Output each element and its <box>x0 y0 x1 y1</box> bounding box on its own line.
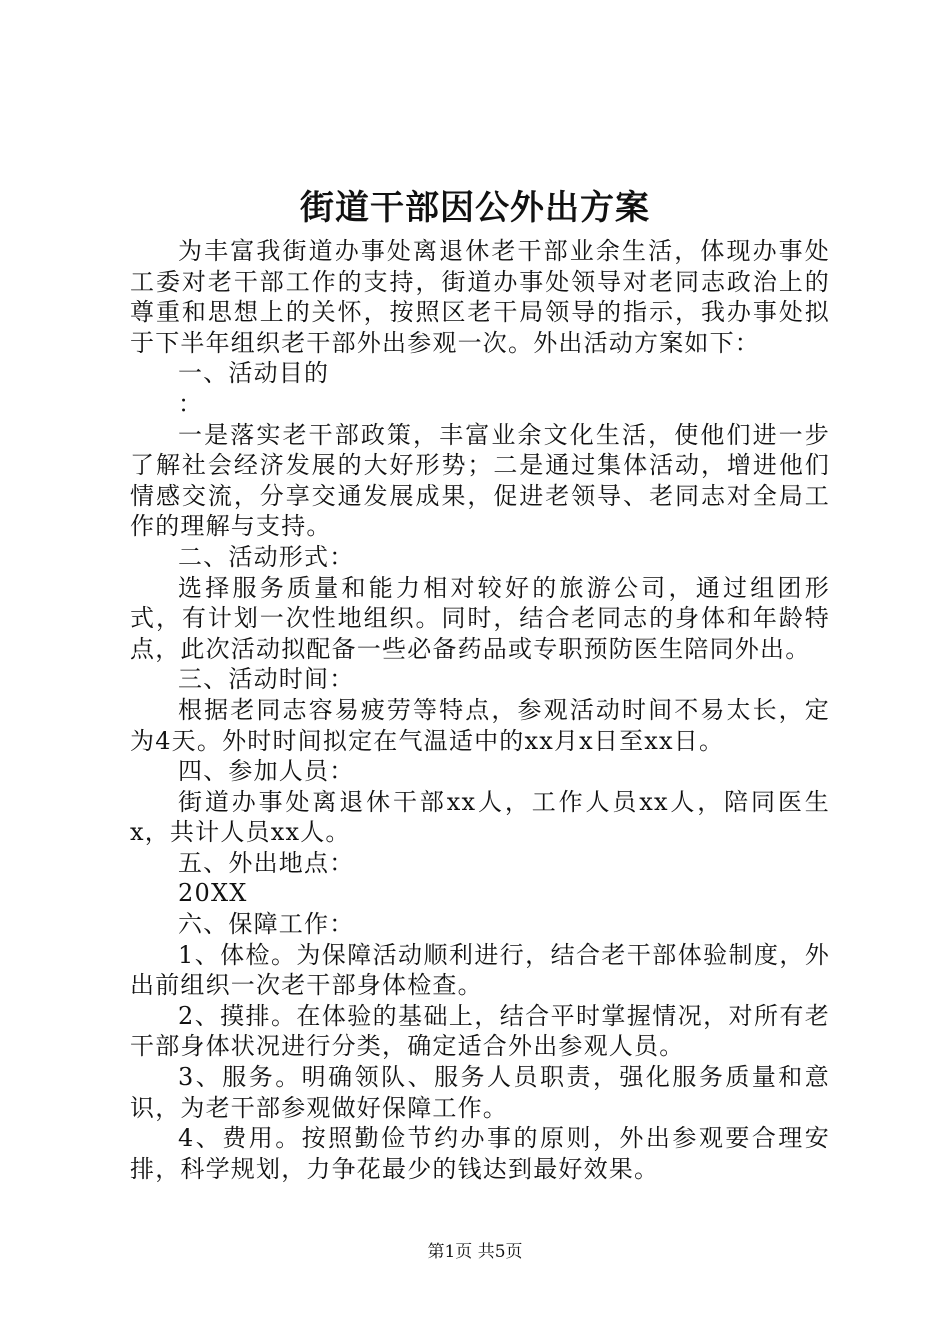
section-heading-purpose: 一、活动目的 <box>178 359 330 388</box>
form-paragraph: 选择服务质量和能力相对较好的旅游公司，通过组团形式，有计划一次性地组织。同时，结合老同志的身体和年龄特点，此次活动拟配备一些必备药品或专职预防医生陪同外出。 <box>130 573 830 663</box>
support-item-checkup: 1、体检。为保障活动顺利进行，结合老干部体验制度，外出前组织一次老干部身体检查。 <box>130 940 830 1000</box>
page-footer: 第1页 共5页 <box>427 1242 523 1262</box>
section-heading-time: 三、活动时间： <box>178 665 355 694</box>
colon-line: ： <box>178 389 204 418</box>
section-heading-location: 五、外出地点： <box>178 848 355 877</box>
section-heading-participants: 四、参加人员： <box>178 757 355 786</box>
location-paragraph: 20XX <box>178 879 248 908</box>
support-item-survey: 2、摸排。在体验的基础上，结合平时掌握情况，对所有老干部身体状况进行分类，确定适合外出参观人员。 <box>130 1001 830 1061</box>
participants-paragraph: 街道办事处离退休干部xx人，工作人员xx人，陪同医生x，共计人员xx人。 <box>130 787 830 847</box>
purpose-paragraph: 一是落实老干部政策，丰富业余文化生活，使他们进一步了解社会经济发展的大好形势；二是通过集体活动，增进他们情感交流，分享交通发展成果，促进老领导、老同志对全局工作的理解与支持。 <box>130 420 830 541</box>
time-paragraph: 根据老同志容易疲劳等特点，参观活动时间不易太长，定为4天。外时时间拟定在气温适中的xx月x日至xx日。 <box>130 695 830 755</box>
support-item-cost: 4、费用。按照勤俭节约办事的原则，外出参观要合理安排，科学规划，力争花最少的钱达到最好效果。 <box>130 1124 830 1183</box>
section-heading-support: 六、保障工作： <box>178 910 355 939</box>
intro-paragraph: 为丰富我街道办事处离退休老干部业余生活，体现办事处工委对老干部工作的支持，街道办事处领导对老同志政治上的尊重和思想上的关怀，按照区老干局领导的指示，我办事处拟于下半年组织老干部外出参观一次。外出活动方案如下： <box>130 237 830 357</box>
section-heading-form: 二、活动形式： <box>178 542 355 571</box>
support-item-service: 3、服务。明确领队、服务人员职责，强化服务质量和意识，为老干部参观做好保障工作。 <box>130 1063 830 1122</box>
document-title: 街道干部因公外出方案 <box>300 188 650 228</box>
document-body <box>130 236 830 1184</box>
